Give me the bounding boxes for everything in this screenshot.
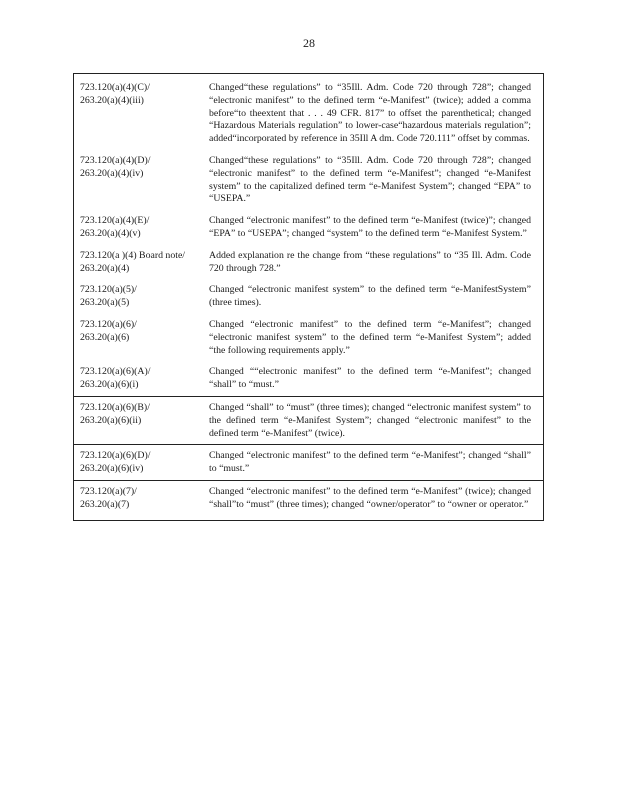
section-reference: 263.20(a)(6)(iv): [80, 463, 144, 475]
section-reference: 263.20(a)(7): [80, 498, 130, 510]
section-cell: [74, 486, 204, 512]
section-cell: [74, 366, 204, 392]
table-row: [74, 361, 543, 396]
section-reference: 263.20(a)(6)(ii): [80, 414, 142, 426]
section-reference: 723.120(a)(4)(D)/: [80, 154, 151, 166]
table-group: [74, 444, 543, 480]
table-row: [74, 279, 543, 314]
table-group: [74, 74, 543, 396]
change-description: Changed “electronic manifest system” to the defined term “e-ManifestSystem” (three times).: [209, 284, 531, 309]
section-reference: 723.120(a)(4)(E)/: [80, 215, 150, 227]
section-reference: 263.20(a)(4)(v): [80, 227, 141, 239]
section-reference: 723.120(a)(5)/: [80, 284, 137, 296]
section-reference: 723.120(a)(4)(C)/: [80, 82, 150, 93]
section-reference: 723.120(a)(6)(A)/: [80, 366, 151, 378]
table-group: [74, 396, 543, 444]
change-description: Changed “electronic manifest” to the defined term “e-Manifest” (twice); changed “shall”to “must” (three times); changed “owner/operator” to “owner or operator.”: [209, 485, 531, 510]
table-group: [74, 480, 543, 520]
section-reference: 263.20(a)(4)(iv): [80, 167, 144, 179]
change-description: Changed “electronic manifest” to the defined term “e-Manifest (twice)”; changed “EPA” to “USEPA”; changed “system” to the defined term “e-Manifest System.”: [209, 215, 531, 239]
section-reference: 723.120(a)(6)(D)/: [80, 450, 151, 462]
table-row: [74, 481, 543, 520]
section-reference: 723.120(a )(4) Board note/: [80, 249, 186, 261]
section-reference: 723.120(a)(7)/: [80, 485, 137, 497]
section-cell: [74, 155, 204, 206]
section-reference: 263.20(a)(4): [80, 262, 130, 274]
page-number: 28: [303, 36, 315, 50]
section-cell: [74, 402, 204, 440]
section-cell: [74, 82, 204, 146]
section-cell: [74, 319, 204, 357]
section-cell: [74, 450, 204, 476]
change-description: Changed“these regulations” to “35Ill. Adm. Code 720 through 728”; changed “electronic manifest” to the defined term “e-Manifest”; changed “e-Manifest system” to the capitalized defined term “e-Manifest System”; changed “EPA” to “USEPA.”: [209, 154, 531, 205]
section-cell: [74, 250, 204, 276]
section-reference: 263.20(a)(4)(iii): [80, 94, 144, 106]
table-row: [74, 245, 543, 280]
table-row: [74, 74, 543, 150]
table-row: [74, 150, 543, 210]
section-reference: 263.20(a)(6): [80, 331, 130, 343]
section-cell: [74, 215, 204, 241]
section-cell: [74, 284, 204, 310]
table-row: [74, 397, 543, 444]
change-description: Changed“these regulations” to “35Ill. Adm. Code 720 through 728”; changed “electronic manifest” to the defined term “e-Manifest” (twice); added a comma before“to theextent that . . . 49 CFR. 817” to offset the parenthetical; changed “Hazardous Materials regulation” to lower-case“hazardous materials regulation”; added“incorporated by reference in 35Ill A dm. Code 720.111” offset by commas.: [209, 82, 531, 145]
section-reference: 723.120(a)(6)(B)/: [80, 401, 150, 413]
section-reference: 263.20(a)(5): [80, 297, 130, 309]
section-reference: 723.120(a)(6)/: [80, 318, 137, 330]
change-description: Changed “electronic manifest” to the defined term “e-Manifest”; changed “electronic manifest system” to the defined term “e-Manifest System”; added “the following requirements apply.”: [209, 318, 531, 356]
change-description: Changed ““electronic manifest” to the defined term “e-Manifest”; changed “shall” to “must.”: [209, 366, 531, 391]
amendments-table: [73, 73, 544, 521]
change-description: Changed “shall” to “must” (three times); changed “electronic manifest system” to the defined term “e-Manifest System”; changed “electronic manifest” to the defined term “e-Manifest” (twice).: [209, 401, 531, 439]
table-row: [74, 314, 543, 361]
table-row: [74, 445, 543, 480]
table-row: [74, 210, 543, 245]
section-reference: 263.20(a)(6)(i): [80, 379, 139, 391]
change-description: Added explanation re the change from “these regulations” to “35 Ill. Adm. Code 720 through 728.”: [209, 249, 531, 274]
change-description: Changed “electronic manifest” to the defined term “e-Manifest”; changed “shall” to “must.”: [209, 450, 531, 475]
